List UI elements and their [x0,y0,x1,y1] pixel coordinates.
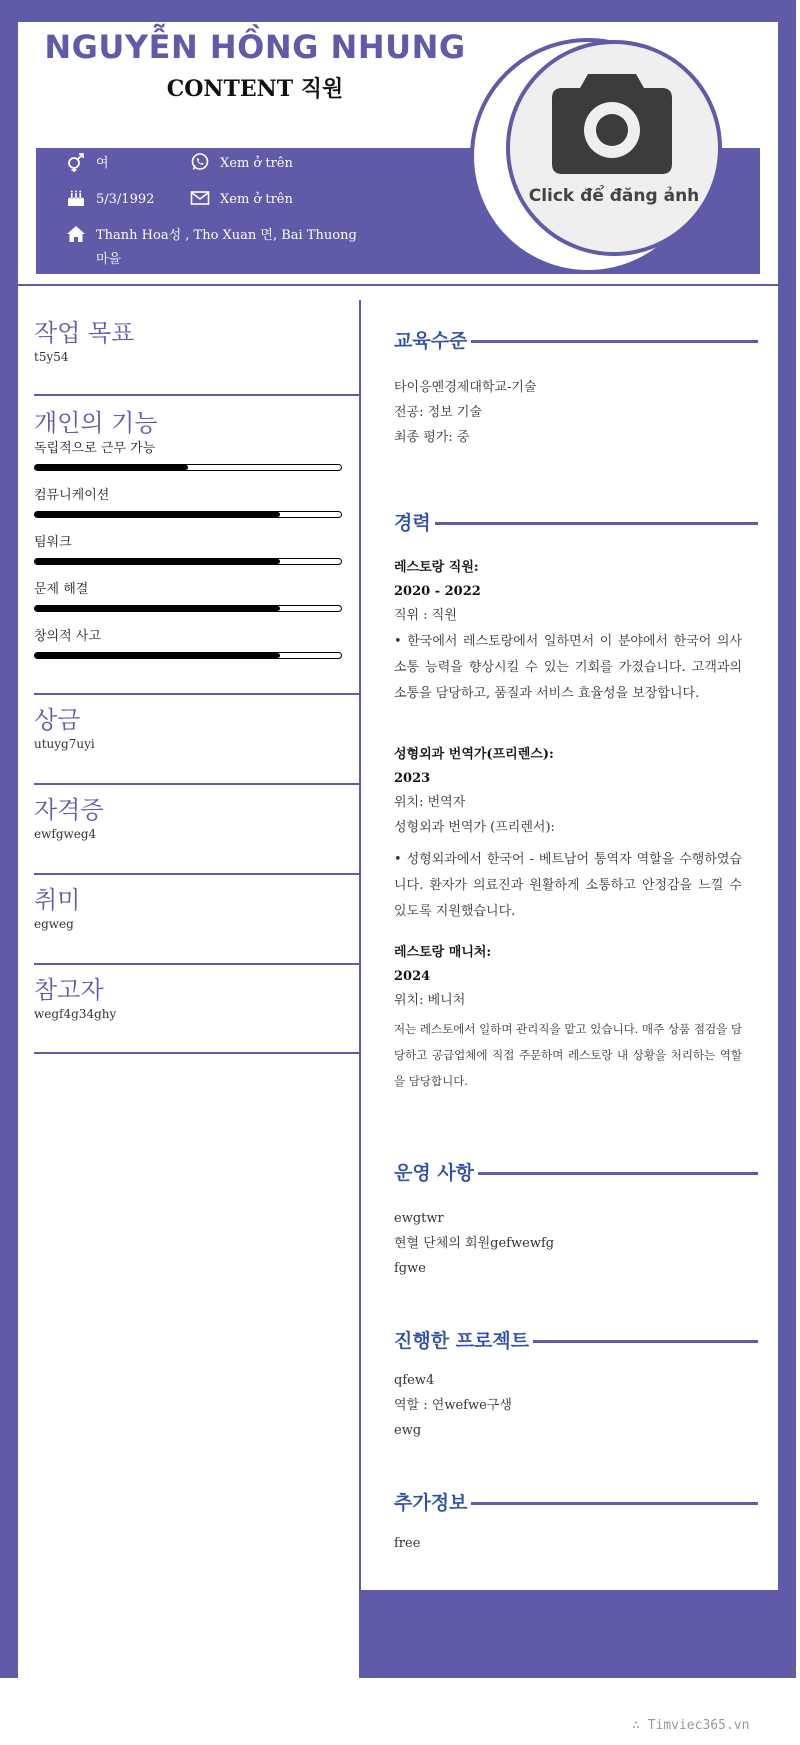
address-line-1: Thanh Hoa성 , Tho Xuan 면, Bai Thuong [96,228,357,243]
activity-line: ewgtwr [394,1211,444,1226]
references-title: 참고자 [34,976,104,1004]
frame-right [778,0,796,1678]
contact-email [190,188,293,212]
job-period: 2020 - 2022 [394,584,481,599]
objective-body: t5y54 [34,350,69,364]
project-line: qfew4 [394,1373,435,1388]
photo-upload-label[interactable]: Click để đăng ảnh [528,186,700,206]
job-period: 2024 [394,969,431,984]
projects-heading [394,1326,758,1353]
activities-title: 운영 사항 [394,1162,475,1184]
heading-rule [471,1502,758,1505]
section-separator [34,394,360,396]
skill-label: 독립적으로 근무 가능 [34,441,156,456]
birthday-cake-icon [66,188,86,208]
activity-line: 현혈 단체의 회원gefwewfg [394,1236,555,1251]
section-separator [34,873,360,875]
job-position: 직위 : 직원 [394,608,457,623]
education-heading [394,326,758,353]
skill-bar [34,464,342,471]
awards-body: utuyg7uyi [34,737,95,751]
gender-value: 여 [96,156,109,171]
skill-bar [34,652,342,659]
job-company: 레스토랑 매니처: [394,945,492,960]
bottom-accent-block [361,1590,796,1678]
job-description: • 한국에서 레스토랑에서 일하면서 이 분야에서 한국어 의사소통 능력을 향상시킬 수 있는 기회를 가졌습니다. 고객과의 소통을 담당하고, 품질과 서비스 효율성을 보장합니다. [394,634,742,701]
section-separator [34,693,360,695]
skill-bar-fill [35,653,280,658]
job-period: 2023 [394,771,431,786]
heading-rule [533,1340,758,1343]
certificates-section [34,790,360,841]
education-major: 전공: 정보 기술 [394,405,482,420]
envelope-icon [190,188,210,208]
skill-bar-fill [35,512,280,517]
job-description: 저는 레스토에서 일하며 관리직을 맡고 있습니다. 매주 상품 점검을 담당하고 공급업체에 직접 주문하며 레스토랑 내 상황을 처리하는 역할을 담당합니다. [394,1022,742,1088]
job-position-detail: 성형외과 번역가 (프리렌서): [394,820,555,835]
skill-label: 문제 해결 [34,582,89,597]
skill-bar [34,605,342,612]
skill-label: 팀워크 [34,535,72,550]
additional-heading [394,1488,758,1515]
header-divider [0,284,796,286]
frame-top [0,0,796,22]
section-separator [34,963,360,965]
section-separator [34,1052,360,1054]
education-grade: 최종 평가: 중 [394,430,470,445]
job-description: • 성형외과에서 한국어 - 베트남어 통역자 역할을 수행하였습니다. 환자가 의료진과 원활하게 소통하고 안정감을 느낄 수 있도록 지원했습니다. [394,852,742,919]
job-company: 레스토랑 직원: [394,560,479,575]
heading-rule [435,522,758,525]
hobbies-section [34,880,360,931]
address-line-2: 마을 [96,252,122,267]
photo-upload[interactable] [506,40,722,256]
awards-section [34,700,360,751]
projects-title: 진행한 프로젝트 [394,1330,530,1352]
contact-birthday [66,188,154,212]
hobbies-body: egweg [34,917,74,931]
education-school: 타이응옌경제대학교-기술 [394,380,537,395]
awards-title: 상금 [34,706,81,734]
objective-section [34,313,360,364]
contact-gender [66,152,109,176]
footer-brand[interactable]: ∴ Timviec365.vn [632,1718,750,1733]
hobbies-title: 취미 [34,886,81,914]
birthday-value: 5/3/1992 [96,192,155,207]
skills-title: 개인의 기능 [34,409,158,437]
activity-line: fgwe [394,1261,426,1276]
certificates-title: 자격증 [34,796,104,824]
skill-bar-fill [35,465,188,470]
project-line: 역할 : 연wefwe구생 [394,1398,512,1413]
education-title: 교육수준 [394,330,468,352]
experience-title: 경력 [394,512,431,534]
candidate-role: CONTENT 직원 [166,76,344,102]
skill-bar [34,558,342,565]
additional-title: 추가정보 [394,1492,468,1514]
whatsapp-icon [190,152,210,172]
contact-phone [190,152,293,176]
header-left-band [0,22,18,284]
gender-icon [66,152,86,172]
job-company: 성형외과 번역가(프리렌스): [394,747,554,762]
phone-value: Xem ở trên [220,156,293,171]
additional-line: free [394,1536,421,1551]
skill-bar-fill [35,559,280,564]
project-line: ewg [394,1423,422,1438]
job-position: 위치: 베니처 [394,993,466,1008]
section-separator [34,783,360,785]
contact-address [66,224,386,272]
camera-icon [550,70,674,176]
references-section [34,970,360,1021]
heading-rule [471,340,758,343]
references-body: wegf4g34ghy [34,1007,117,1021]
job-position: 위치: 번역자 [394,795,466,810]
skill-bar [34,511,342,518]
skill-label: 창의적 사고 [34,629,101,644]
experience-heading [394,508,758,535]
certificates-body: ewfgweg4 [34,827,97,841]
home-icon [66,224,86,244]
activities-heading [394,1158,758,1185]
skills-section [34,403,360,438]
heading-rule [478,1172,758,1175]
objective-title: 작업 목표 [34,319,135,347]
email-value: Xem ở trên [220,192,293,207]
skill-bar-fill [35,606,280,611]
candidate-name: NGUYỄN HỒNG NHUNG [44,28,466,66]
skill-label: 컴뮤니케이션 [34,488,110,503]
